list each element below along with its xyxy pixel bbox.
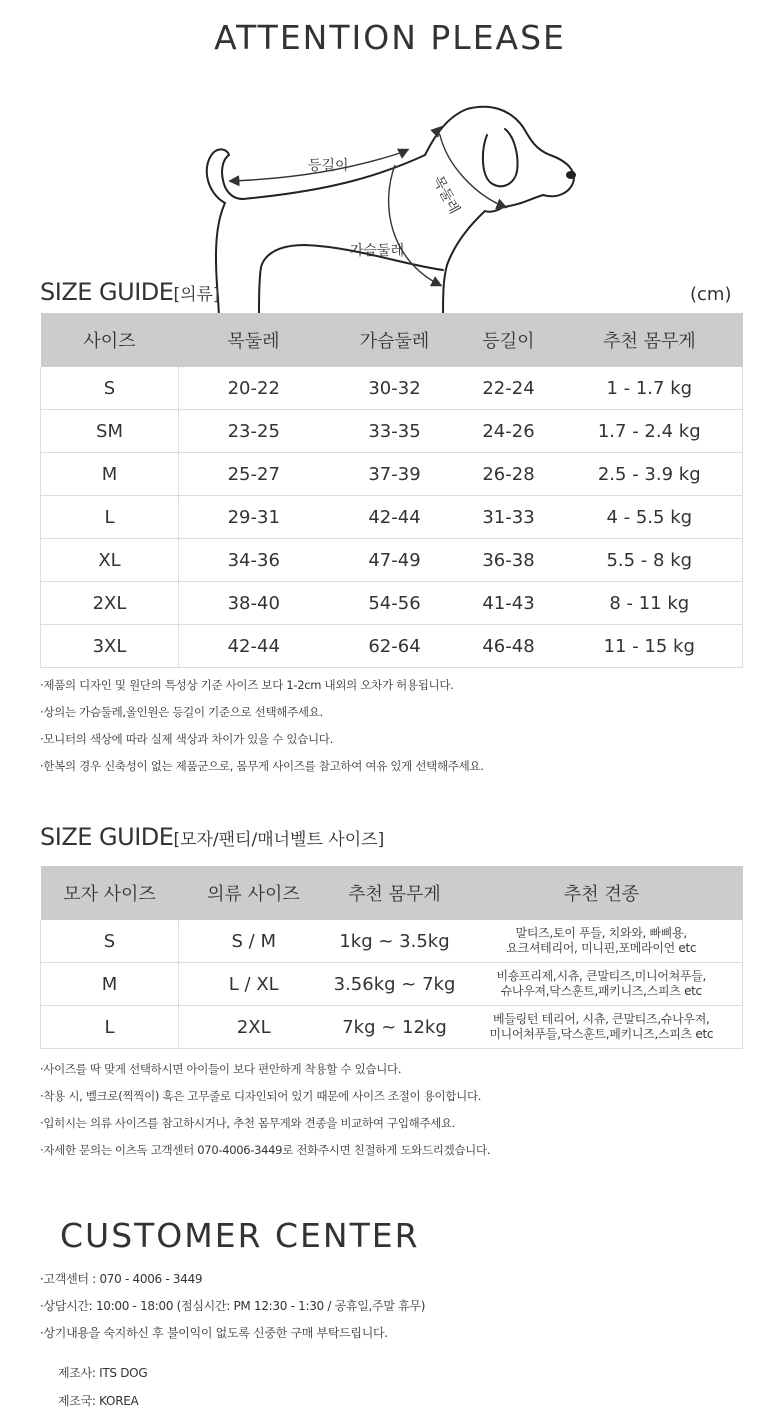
size-guide-clothes-subtitle: [의류] — [173, 285, 220, 305]
table-row — [41, 963, 743, 1006]
cell-size: 3XL — [41, 625, 179, 668]
cell-chest: 54-56 — [329, 582, 461, 625]
header-hat-size: 모자 사이즈 — [41, 866, 179, 920]
size-guide-hat-notes — [40, 1056, 490, 1164]
note-line: ·입히시는 의류 사이즈를 참고하시거나, 추천 몸무게와 견종을 비교하여 구입해주세요. — [40, 1116, 456, 1130]
breed-line: 미니어쳐푸들,닥스훈트,페키니즈,스피츠 etc — [489, 1027, 714, 1041]
header-weight: 추천 몸무게 — [329, 866, 461, 920]
size-guide-hat-subtitle: [모자/팬티/매너벨트 사이즈] — [173, 830, 385, 850]
cell-size: XL — [41, 539, 179, 582]
size-guide-clothes-title-text: SIZE GUIDE — [40, 278, 174, 306]
cell-neck: 34-36 — [179, 539, 329, 582]
size-table-clothes — [40, 313, 743, 668]
cell-weight: 2.5 - 3.9 kg — [557, 453, 743, 496]
unit-label: (cm) — [690, 284, 732, 305]
cell-size: M — [41, 453, 179, 496]
cell-back: 31-33 — [461, 496, 557, 539]
header-size: 사이즈 — [41, 313, 179, 367]
cell-chest: 37-39 — [329, 453, 461, 496]
note-line: ·모니터의 색상에 따라 실제 색상과 차이가 있을 수 있습니다. — [40, 732, 333, 746]
table-row — [41, 920, 743, 963]
header-chest: 가슴둘레 — [329, 313, 461, 367]
chest-label: 가슴둘레 — [350, 243, 405, 259]
cell-chest: 33-35 — [329, 410, 461, 453]
cell-clothes-size: L / XL — [179, 963, 329, 1006]
customer-center-line: ·상기내용을 숙지하신 후 불이익이 없도록 신중한 구매 부탁드립니다. — [40, 1326, 388, 1340]
header-clothes-size: 의류 사이즈 — [179, 866, 329, 920]
cell-breed — [461, 1006, 743, 1049]
cell-weight: 1.7 - 2.4 kg — [557, 410, 743, 453]
cell-chest: 42-44 — [329, 496, 461, 539]
note-line: ·제품의 디자인 및 원단의 특성상 기준 사이즈 보다 1-2cm 내외의 오차가 허용됩니다. — [40, 678, 454, 692]
cell-back: 24-26 — [461, 410, 557, 453]
table-row — [41, 410, 743, 453]
table-row — [41, 367, 743, 410]
note-line: ·한복의 경우 신축성이 없는 제품군으로, 몸무게 사이즈를 참고하여 여유 있게 선택해주세요. — [40, 759, 484, 773]
page-title: ATTENTION PLEASE — [214, 18, 566, 57]
note-line: ·상의는 가슴둘레,올인원은 등길이 기준으로 선택해주세요. — [40, 705, 323, 719]
cell-neck: 23-25 — [179, 410, 329, 453]
header-back: 등길이 — [461, 313, 557, 367]
breed-line: 베들링턴 테리어, 시츄, 큰말티즈,슈나우져, — [492, 1012, 710, 1026]
cell-neck: 42-44 — [179, 625, 329, 668]
cell-neck: 38-40 — [179, 582, 329, 625]
cell-back: 41-43 — [461, 582, 557, 625]
size-guide-clothes-notes — [40, 672, 484, 780]
cell-chest: 62-64 — [329, 625, 461, 668]
cell-chest: 30-32 — [329, 367, 461, 410]
back-length-label: 등길이 — [308, 158, 349, 174]
customer-center-line: ·상담시간: 10:00 - 18:00 (점심시간: PM 12:30 - 1:30 / 공휴일,주말 휴무) — [40, 1299, 426, 1313]
cell-neck: 29-31 — [179, 496, 329, 539]
cell-size: S — [41, 367, 179, 410]
cell-weight: 7kg ~ 12kg — [329, 1006, 461, 1049]
cell-back: 46-48 — [461, 625, 557, 668]
cell-weight: 3.56kg ~ 7kg — [329, 963, 461, 1006]
cell-back: 26-28 — [461, 453, 557, 496]
note-line: ·착용 시, 벨크로(찍찍이) 혹은 고무줄로 디자인되어 있기 때문에 사이즈 조절이 용이합니다. — [40, 1089, 482, 1103]
table-row — [41, 453, 743, 496]
cell-hat-size: L — [41, 1006, 179, 1049]
cell-breed — [461, 963, 743, 1006]
cell-weight: 4 - 5.5 kg — [557, 496, 743, 539]
breed-line: 요크셔테리어, 미니핀,포메라이언 etc — [506, 941, 697, 955]
cell-size: 2XL — [41, 582, 179, 625]
maker-label: 제조사: ITS DOG — [58, 1366, 148, 1380]
size-table-hat — [40, 866, 743, 1049]
dog-measurement-diagram — [185, 95, 585, 320]
customer-center-line: ·고객센터 : 070 - 4006 - 3449 — [40, 1272, 203, 1286]
cell-hat-size: M — [41, 963, 179, 1006]
cell-neck: 20-22 — [179, 367, 329, 410]
cell-weight: 5.5 - 8 kg — [557, 539, 743, 582]
cell-clothes-size: 2XL — [179, 1006, 329, 1049]
cell-weight: 1kg ~ 3.5kg — [329, 920, 461, 963]
header-neck: 목둘레 — [179, 313, 329, 367]
cell-clothes-size: S / M — [179, 920, 329, 963]
table-header-row — [41, 313, 743, 367]
note-line: ·자세한 문의는 이츠독 고객센터 070-4006-3449로 전화주시면 친절하게 도와드리겠습니다. — [40, 1143, 491, 1157]
size-guide-hat-title-text: SIZE GUIDE — [40, 823, 174, 851]
breed-line: 슈나우져,닥스훈트,패키니즈,스피츠 etc — [500, 984, 702, 998]
size-guide-hat-title — [40, 823, 384, 851]
cell-hat-size: S — [41, 920, 179, 963]
country-label: 제조국: KOREA — [58, 1394, 139, 1408]
cell-neck: 25-27 — [179, 453, 329, 496]
table-header-row — [41, 866, 743, 920]
size-guide-clothes-title — [40, 278, 220, 306]
header-weight: 추천 몸무게 — [557, 313, 743, 367]
cell-weight: 1 - 1.7 kg — [557, 367, 743, 410]
customer-center-title: CUSTOMER CENTER — [60, 1216, 420, 1255]
cell-weight: 11 - 15 kg — [557, 625, 743, 668]
cell-back: 22-24 — [461, 367, 557, 410]
breed-line: 말티즈,토이 푸들, 치와와, 빠삐용, — [515, 926, 687, 940]
header-breed: 추천 견종 — [461, 866, 743, 920]
cell-weight: 8 - 11 kg — [557, 582, 743, 625]
note-line: ·사이즈를 딱 맞게 선택하시면 아이들이 보다 편안하게 착용할 수 있습니다. — [40, 1062, 402, 1076]
cell-size: L — [41, 496, 179, 539]
table-row — [41, 1006, 743, 1049]
breed-line: 비숑프리제,시츄, 큰말티즈,미니어쳐푸들, — [496, 969, 707, 983]
cell-chest: 47-49 — [329, 539, 461, 582]
neck-label: 목둘레 — [429, 173, 463, 217]
cell-size: SM — [41, 410, 179, 453]
table-row — [41, 539, 743, 582]
table-row — [41, 496, 743, 539]
table-row — [41, 625, 743, 668]
cell-back: 36-38 — [461, 539, 557, 582]
cell-breed — [461, 920, 743, 963]
table-row — [41, 582, 743, 625]
